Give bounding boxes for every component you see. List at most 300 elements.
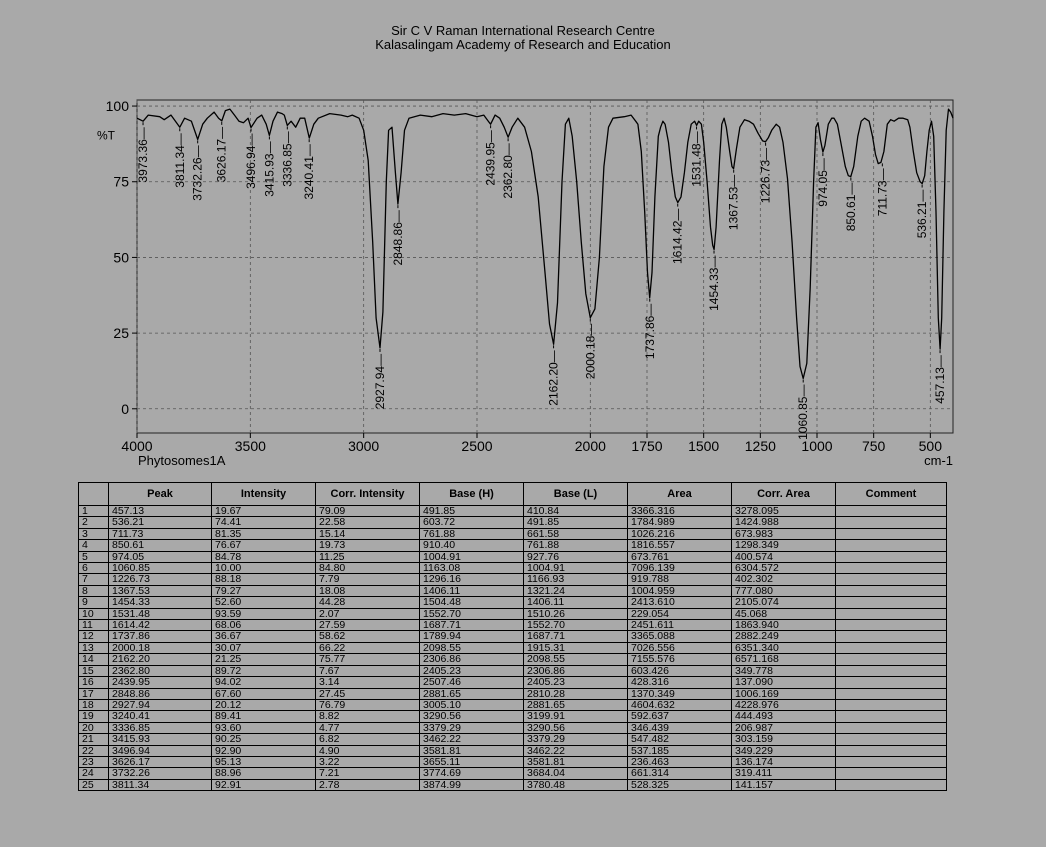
table-cell: 1321.24	[524, 585, 628, 596]
table-cell: 18	[79, 699, 109, 710]
table-cell: 2	[79, 517, 109, 528]
table-cell: 2362.80	[109, 665, 212, 676]
table-cell: 1163.08	[420, 563, 524, 574]
table-row	[79, 551, 947, 562]
column-header: Base (H)	[420, 483, 524, 506]
table-cell: 88.18	[212, 574, 316, 585]
table-cell: 661.314	[628, 768, 732, 779]
table-cell: 1614.42	[109, 620, 212, 631]
table-cell: 3581.81	[420, 745, 524, 756]
table-cell: 7.67	[316, 665, 420, 676]
x-tick-label: 4000	[121, 438, 153, 454]
table-cell: 1226.73	[109, 574, 212, 585]
table-cell: 27.45	[316, 688, 420, 699]
peak-label: 3336.85—	[280, 131, 295, 187]
table-cell: 2507.46	[420, 677, 524, 688]
table-cell: 84.78	[212, 551, 316, 562]
table-cell: 22	[79, 745, 109, 756]
table-cell: 21	[79, 734, 109, 745]
peak-label: 3732.26—	[190, 145, 205, 201]
table-cell: 3626.17	[109, 756, 212, 767]
table-cell: 136.174	[732, 756, 836, 767]
table-cell: 4228.976	[732, 699, 836, 710]
table-cell: 3496.94	[109, 745, 212, 756]
y-tick-label: 75	[113, 173, 129, 190]
table-cell: 58.62	[316, 631, 420, 642]
table-cell: 2098.55	[420, 642, 524, 653]
table-cell: 3240.41	[109, 711, 212, 722]
table-cell: 66.22	[316, 642, 420, 653]
table-cell: 6	[79, 563, 109, 574]
table-cell: 319.411	[732, 768, 836, 779]
sample-name: Phytosomes1A	[138, 453, 226, 468]
x-tick-label: 3500	[234, 438, 266, 454]
peak-label: 1060.85—	[796, 384, 811, 440]
x-tick-label: 1250	[744, 438, 776, 454]
table-cell: 3278.095	[732, 506, 836, 517]
table-cell: 92.91	[212, 779, 316, 790]
peak-label: 1614.42—	[670, 208, 685, 264]
table-cell: 16	[79, 677, 109, 688]
x-tick-label: 1750	[631, 438, 663, 454]
peak-label: 457.13—	[933, 355, 948, 404]
table-cell: 7026.556	[628, 642, 732, 653]
table-row	[79, 517, 947, 528]
table-cell: 5	[79, 551, 109, 562]
table-cell: 761.88	[524, 540, 628, 551]
table-cell: 910.40	[420, 540, 524, 551]
table-cell: 84.80	[316, 563, 420, 574]
table-cell: 3462.22	[420, 734, 524, 745]
table-cell: 2451.611	[628, 620, 732, 631]
peak-label: 1737.86—	[642, 303, 657, 360]
table-cell: 17	[79, 688, 109, 699]
table-cell: 7.21	[316, 768, 420, 779]
table-cell: 3780.48	[524, 779, 628, 790]
table-cell: 3336.85	[109, 722, 212, 733]
peak-label: 536.21—	[915, 189, 930, 239]
table-cell: 1406.11	[524, 597, 628, 608]
table-cell: 3365.088	[628, 631, 732, 642]
table-cell: 2405.23	[524, 677, 628, 688]
table-cell: 19.73	[316, 540, 420, 551]
table-cell: 303.159	[732, 734, 836, 745]
table-cell	[836, 665, 947, 676]
table-cell: 4.90	[316, 745, 420, 756]
table-cell: 1687.71	[420, 620, 524, 631]
table-cell: 927.76	[524, 551, 628, 562]
table-cell: 3290.56	[524, 722, 628, 733]
table-cell: 8	[79, 585, 109, 596]
table-cell	[836, 574, 947, 585]
table-cell	[836, 768, 947, 779]
table-cell: 444.493	[732, 711, 836, 722]
table-cell: 93.60	[212, 722, 316, 733]
table-cell	[836, 631, 947, 642]
table-cell: 2162.20	[109, 654, 212, 665]
table-cell: 81.35	[212, 528, 316, 539]
table-cell: 20	[79, 722, 109, 733]
table-cell: 3811.34	[109, 779, 212, 790]
table-row	[79, 722, 947, 733]
table-row	[79, 631, 947, 642]
table-row	[79, 642, 947, 653]
table-cell: 8.82	[316, 711, 420, 722]
table-cell: 850.61	[109, 540, 212, 551]
table-row	[79, 677, 947, 688]
table-cell	[836, 756, 947, 767]
table-cell: 92.90	[212, 745, 316, 756]
table-row	[79, 654, 947, 665]
column-header: Area	[628, 483, 732, 506]
table-cell: 2.78	[316, 779, 420, 790]
table-cell	[836, 734, 947, 745]
table-cell: 18.08	[316, 585, 420, 596]
table-cell: 7155.576	[628, 654, 732, 665]
table-cell: 1552.70	[524, 620, 628, 631]
table-cell: 673.761	[628, 551, 732, 562]
table-row	[79, 608, 947, 619]
table-cell: 7	[79, 574, 109, 585]
table-cell: 4.77	[316, 722, 420, 733]
table-cell: 428.316	[628, 677, 732, 688]
table-cell: 1687.71	[524, 631, 628, 642]
table-cell: 74.41	[212, 517, 316, 528]
table-cell: 1816.557	[628, 540, 732, 551]
peak-label: 1367.53—	[726, 174, 741, 231]
table-cell: 346.439	[628, 722, 732, 733]
table-cell: 1006.169	[732, 688, 836, 699]
table-row	[79, 585, 947, 596]
table-row	[79, 620, 947, 631]
peak-table-container	[78, 482, 946, 791]
table-cell: 1370.349	[628, 688, 732, 699]
table-cell: 25	[79, 779, 109, 790]
table-cell: 2306.86	[524, 665, 628, 676]
table-cell: 89.41	[212, 711, 316, 722]
table-cell: 2405.23	[420, 665, 524, 676]
table-cell: 491.85	[524, 517, 628, 528]
y-tick-label: 50	[113, 249, 129, 266]
table-cell: 3874.99	[420, 779, 524, 790]
table-cell: 1915.31	[524, 642, 628, 653]
table-cell: 45.068	[732, 608, 836, 619]
table-cell: 141.157	[732, 779, 836, 790]
peak-label: 2439.95—	[483, 130, 498, 186]
table-cell: 1367.53	[109, 585, 212, 596]
table-cell: 3415.93	[109, 734, 212, 745]
table-cell: 89.72	[212, 665, 316, 676]
table-cell: 1406.11	[420, 585, 524, 596]
table-cell: 1004.959	[628, 585, 732, 596]
table-cell: 19	[79, 711, 109, 722]
table-cell: 1060.85	[109, 563, 212, 574]
table-cell: 6571.168	[732, 654, 836, 665]
table-cell: 1510.26	[524, 608, 628, 619]
table-cell: 13	[79, 642, 109, 653]
table-cell: 36.67	[212, 631, 316, 642]
table-cell: 6351.340	[732, 642, 836, 653]
table-cell: 3	[79, 528, 109, 539]
table-cell: 1504.48	[420, 597, 524, 608]
table-cell: 603.72	[420, 517, 524, 528]
table-cell: 2848.86	[109, 688, 212, 699]
table-cell: 777.080	[732, 585, 836, 596]
table-cell: 67.60	[212, 688, 316, 699]
table-cell: 12	[79, 631, 109, 642]
table-cell: 2881.65	[420, 688, 524, 699]
peak-table	[78, 482, 947, 791]
table-cell	[836, 745, 947, 756]
table-cell: 673.983	[732, 528, 836, 539]
table-row	[79, 756, 947, 767]
table-cell: 2.07	[316, 608, 420, 619]
table-cell: 1552.70	[420, 608, 524, 619]
x-tick-label: 1500	[688, 438, 720, 454]
table-cell: 592.637	[628, 711, 732, 722]
table-cell: 3684.04	[524, 768, 628, 779]
peak-label: 3415.93—	[262, 141, 277, 197]
table-row	[79, 506, 947, 517]
table-cell	[836, 551, 947, 562]
table-cell: 14	[79, 654, 109, 665]
table-cell: 79.27	[212, 585, 316, 596]
peak-label: 1531.48—	[689, 131, 704, 187]
table-cell: 3732.26	[109, 768, 212, 779]
table-cell: 2105.074	[732, 597, 836, 608]
table-cell: 2881.65	[524, 699, 628, 710]
table-cell	[836, 517, 947, 528]
table-cell: 3774.69	[420, 768, 524, 779]
table-cell: 52.60	[212, 597, 316, 608]
column-header: Corr. Intensity	[316, 483, 420, 506]
table-cell: 79.09	[316, 506, 420, 517]
table-cell	[836, 620, 947, 631]
table-cell: 1026.216	[628, 528, 732, 539]
table-cell: 21.25	[212, 654, 316, 665]
table-row	[79, 699, 947, 710]
table-cell: 4604.632	[628, 699, 732, 710]
table-cell: 1166.93	[524, 574, 628, 585]
table-cell	[836, 779, 947, 790]
x-tick-label: 750	[861, 438, 886, 454]
table-cell: 75.77	[316, 654, 420, 665]
table-cell	[836, 608, 947, 619]
table-cell: 4	[79, 540, 109, 551]
table-cell: 349.778	[732, 665, 836, 676]
table-cell: 537.185	[628, 745, 732, 756]
table-cell: 10.00	[212, 563, 316, 574]
table-cell: 2882.249	[732, 631, 836, 642]
table-cell: 94.02	[212, 677, 316, 688]
table-cell: 24	[79, 768, 109, 779]
column-header	[79, 483, 109, 506]
table-row	[79, 540, 947, 551]
table-cell	[836, 722, 947, 733]
peak-label: 2927.94—	[373, 353, 387, 410]
x-tick-label: 3000	[348, 438, 380, 454]
table-cell: 11	[79, 620, 109, 631]
table-cell: 603.426	[628, 665, 732, 676]
y-tick-label: 25	[113, 325, 129, 342]
peak-label: 3973.36—	[136, 127, 150, 183]
x-axis-unit: cm-1	[924, 453, 953, 468]
table-cell: 90.25	[212, 734, 316, 745]
table-cell	[836, 642, 947, 653]
table-cell: 88.96	[212, 768, 316, 779]
table-cell: 3199.91	[524, 711, 628, 722]
peak-label: 2000.18—	[583, 323, 598, 380]
table-cell: 1863.940	[732, 620, 836, 631]
table-cell: 22.58	[316, 517, 420, 528]
table-cell: 76.67	[212, 540, 316, 551]
table-cell: 7.79	[316, 574, 420, 585]
academy-name: Kalasalingam Academy of Research and Education	[375, 37, 671, 52]
table-cell	[836, 563, 947, 574]
table-cell	[836, 506, 947, 517]
table-header-row	[79, 483, 947, 506]
table-cell: 1004.91	[420, 551, 524, 562]
table-cell: 2927.94	[109, 699, 212, 710]
spectrum-line	[137, 109, 953, 378]
table-cell: 2439.95	[109, 677, 212, 688]
table-row	[79, 711, 947, 722]
table-cell: 19.67	[212, 506, 316, 517]
table-cell: 3.14	[316, 677, 420, 688]
table-cell	[836, 654, 947, 665]
table-cell: 349.229	[732, 745, 836, 756]
peak-label: 3240.41—	[302, 144, 317, 200]
table-cell: 3581.81	[524, 756, 628, 767]
table-cell: 6304.572	[732, 563, 836, 574]
table-cell: 3655.11	[420, 756, 524, 767]
peak-label: 3811.34—	[172, 133, 187, 188]
x-tick-label: 2000	[574, 438, 606, 454]
peak-label: 2848.86—	[390, 210, 405, 266]
table-cell	[836, 677, 947, 688]
peak-label: 1454.33—	[707, 255, 721, 311]
table-cell: 95.13	[212, 756, 316, 767]
table-cell: 137.090	[732, 677, 836, 688]
table-cell	[836, 699, 947, 710]
table-cell: 1424.988	[732, 517, 836, 528]
table-cell: 229.054	[628, 608, 732, 619]
table-cell	[836, 711, 947, 722]
table-cell: 3290.56	[420, 711, 524, 722]
y-tick-label: 0	[121, 400, 129, 417]
table-cell: 1454.33	[109, 597, 212, 608]
table-row	[79, 745, 947, 756]
column-header: Base (L)	[524, 483, 628, 506]
institute-name: Sir C V Raman International Research Centre	[391, 23, 655, 38]
table-cell: 2413.610	[628, 597, 732, 608]
table-cell: 206.987	[732, 722, 836, 733]
x-tick-label: 2500	[461, 438, 493, 454]
peak-label: 711.73—	[875, 168, 890, 217]
table-cell: 15	[79, 665, 109, 676]
table-row	[79, 563, 947, 574]
table-cell	[836, 540, 947, 551]
column-header: Comment	[836, 483, 947, 506]
table-cell	[836, 597, 947, 608]
table-cell: 2000.18	[109, 642, 212, 653]
table-cell: 974.05	[109, 551, 212, 562]
table-cell: 2098.55	[524, 654, 628, 665]
table-cell: 7096.139	[628, 563, 732, 574]
table-row	[79, 528, 947, 539]
table-row	[79, 688, 947, 699]
table-cell: 536.21	[109, 517, 212, 528]
peak-label: 974.05—	[815, 158, 830, 207]
table-cell: 1789.94	[420, 631, 524, 642]
table-cell: 400.574	[732, 551, 836, 562]
table-cell: 44.28	[316, 597, 420, 608]
peak-label: 2162.20—	[546, 350, 561, 406]
table-cell: 76.79	[316, 699, 420, 710]
table-cell: 3366.316	[628, 506, 732, 517]
table-cell: 919.788	[628, 574, 732, 585]
table-cell: 761.88	[420, 528, 524, 539]
table-row	[79, 768, 947, 779]
x-tick-label: 1000	[801, 438, 833, 454]
table-cell: 3.22	[316, 756, 420, 767]
table-cell: 10	[79, 608, 109, 619]
table-cell: 528.325	[628, 779, 732, 790]
table-cell: 661.58	[524, 528, 628, 539]
table-cell: 402.302	[732, 574, 836, 585]
table-cell: 1004.91	[524, 563, 628, 574]
table-cell	[836, 688, 947, 699]
table-cell: 2810.28	[524, 688, 628, 699]
table-cell: 491.85	[420, 506, 524, 517]
table-cell: 1784.989	[628, 517, 732, 528]
table-cell: 2306.86	[420, 654, 524, 665]
table-cell: 23	[79, 756, 109, 767]
table-cell	[836, 528, 947, 539]
table-row	[79, 779, 947, 790]
table-cell: 93.59	[212, 608, 316, 619]
table-cell: 1	[79, 506, 109, 517]
table-cell: 3379.29	[524, 734, 628, 745]
table-cell: 9	[79, 597, 109, 608]
table-cell: 547.482	[628, 734, 732, 745]
table-cell: 20.12	[212, 699, 316, 710]
table-cell: 3462.22	[524, 745, 628, 756]
table-cell: 15.14	[316, 528, 420, 539]
column-header: Peak	[109, 483, 212, 506]
table-cell: 1531.48	[109, 608, 212, 619]
table-cell: 11.25	[316, 551, 420, 562]
y-axis-label: %T	[97, 128, 115, 143]
peak-label: 3496.94—	[244, 133, 258, 189]
table-cell: 1296.16	[420, 574, 524, 585]
table-row	[79, 734, 947, 745]
peak-label: 3626.17—	[214, 126, 229, 183]
y-tick-label: 100	[105, 98, 129, 115]
table-cell: 1298.349	[732, 540, 836, 551]
table-cell: 27.59	[316, 620, 420, 631]
table-body	[79, 506, 947, 791]
table-row	[79, 597, 947, 608]
table-cell: 1737.86	[109, 631, 212, 642]
table-cell: 457.13	[109, 506, 212, 517]
table-cell: 3005.10	[420, 699, 524, 710]
table-row	[79, 574, 947, 585]
peak-label: 2362.80—	[501, 143, 516, 199]
table-cell: 30.07	[212, 642, 316, 653]
table-cell: 711.73	[109, 528, 212, 539]
table-row	[79, 665, 947, 676]
